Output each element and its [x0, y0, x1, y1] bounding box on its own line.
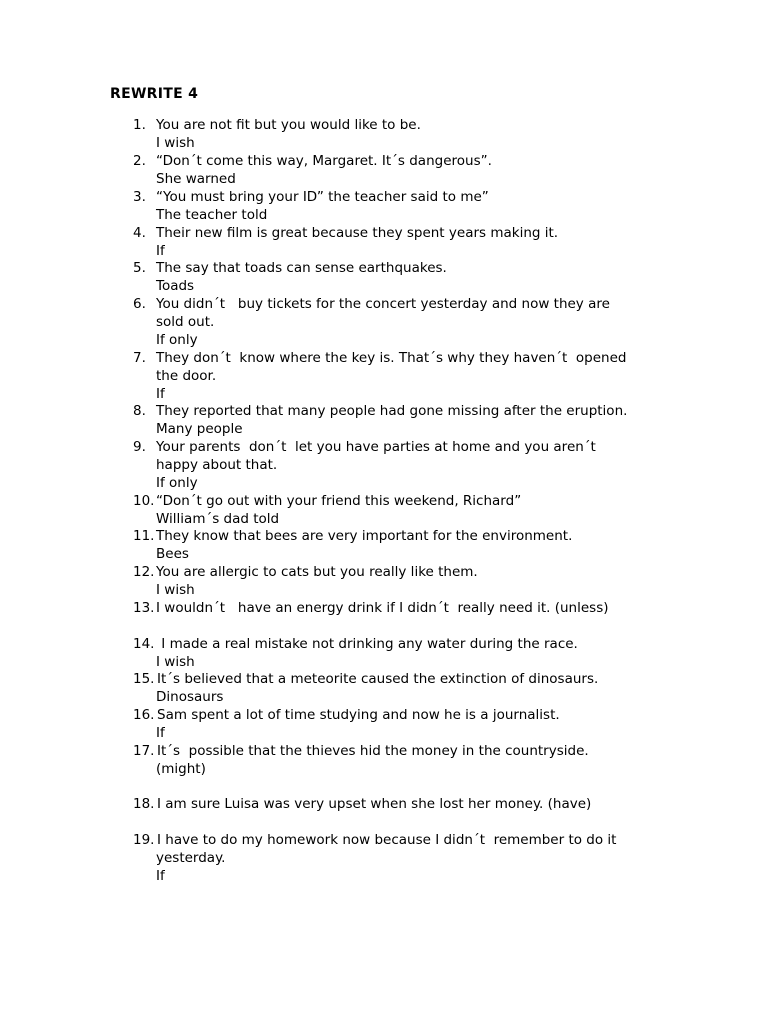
item-number: 14. — [133, 636, 155, 652]
item-number: 4. — [133, 225, 146, 241]
item-prompt: The say that toads can sense earthquakes. — [156, 260, 447, 276]
item-prompt: “Don´t go out with your friend this weekend, Richard” — [156, 493, 522, 509]
item-prompt: “You must bring your ID” the teacher said to me” — [156, 189, 489, 205]
item-number: 18. — [133, 796, 155, 812]
item-prompt: You didn´t buy tickets for the concert yesterday and now they are — [156, 296, 610, 312]
item-prompt: They don´t know where the key is. That´s why they haven´t opened — [156, 350, 627, 366]
item-number: 13. — [133, 600, 155, 616]
item-continuation: If only — [156, 474, 198, 491]
item-prompt: Your parents don´t let you have parties at home and you aren´t — [156, 439, 596, 455]
item-number: 19. — [133, 832, 155, 848]
item-prompt: You are not fit but you would like to be. — [156, 117, 421, 133]
item-number: 15. — [133, 671, 155, 687]
item-continuation: The teacher told — [156, 206, 268, 223]
item-prompt: Their new film is great because they spent years making it. — [156, 225, 559, 241]
item-prompt: I have to do my homework now because I didn´t remember to do it — [157, 832, 617, 848]
item-continuation: sold out. — [156, 313, 215, 330]
item-number: 10. — [133, 493, 155, 509]
item-continuation: the door. — [156, 367, 217, 384]
item-continuation: William´s dad told — [156, 510, 280, 527]
item-continuation: I wish — [156, 581, 195, 598]
item-continuation: If — [156, 385, 165, 402]
item-number: 8. — [133, 403, 146, 419]
item-continuation: Dinosaurs — [156, 688, 224, 705]
item-number: 6. — [133, 296, 146, 312]
item-number: 5. — [133, 260, 146, 276]
item-prompt: It´s believed that a meteorite caused the extinction of dinosaurs. — [157, 671, 599, 687]
item-number: 16. — [133, 707, 155, 723]
item-prompt: They reported that many people had gone missing after the eruption. — [156, 403, 628, 419]
item-number: 7. — [133, 350, 146, 366]
item-prompt: Sam spent a lot of time studying and now he is a journalist. — [157, 707, 560, 723]
item-prompt: It´s possible that the thieves hid the money in the countryside. — [157, 743, 589, 759]
item-continuation: Toads — [156, 277, 195, 294]
item-prompt: I am sure Luisa was very upset when she lost her money. (have) — [157, 796, 592, 812]
item-number: 12. — [133, 564, 155, 580]
item-continuation: (might) — [156, 760, 206, 777]
item-number: 17. — [133, 743, 155, 759]
item-prompt: I wouldn´t have an energy drink if I didn´t really need it. (unless) — [156, 600, 609, 616]
item-continuation: yesterday. — [156, 849, 226, 866]
item-number: 2. — [133, 153, 146, 169]
item-number: 3. — [133, 189, 146, 205]
item-prompt: “Don´t come this way, Margaret. It´s dangerous”. — [156, 153, 492, 169]
item-continuation: I wish — [156, 134, 195, 151]
item-number: 11. — [133, 528, 155, 544]
item-continuation: If — [156, 867, 165, 884]
item-continuation: Bees — [156, 545, 189, 562]
item-continuation: I wish — [156, 653, 195, 670]
item-continuation: She warned — [156, 170, 236, 187]
item-continuation: Many people — [156, 420, 243, 437]
item-number: 9. — [133, 439, 146, 455]
item-continuation: If only — [156, 331, 198, 348]
item-number: 1. — [133, 117, 146, 133]
item-prompt: You are allergic to cats but you really like them. — [156, 564, 478, 580]
item-continuation: If — [156, 242, 165, 259]
page-title: REWRITE 4 — [110, 86, 199, 102]
item-continuation: happy about that. — [156, 456, 278, 473]
item-prompt: I made a real mistake not drinking any water during the race. — [157, 636, 578, 652]
item-prompt: They know that bees are very important for the environment. — [156, 528, 573, 544]
item-continuation: If — [156, 724, 165, 741]
